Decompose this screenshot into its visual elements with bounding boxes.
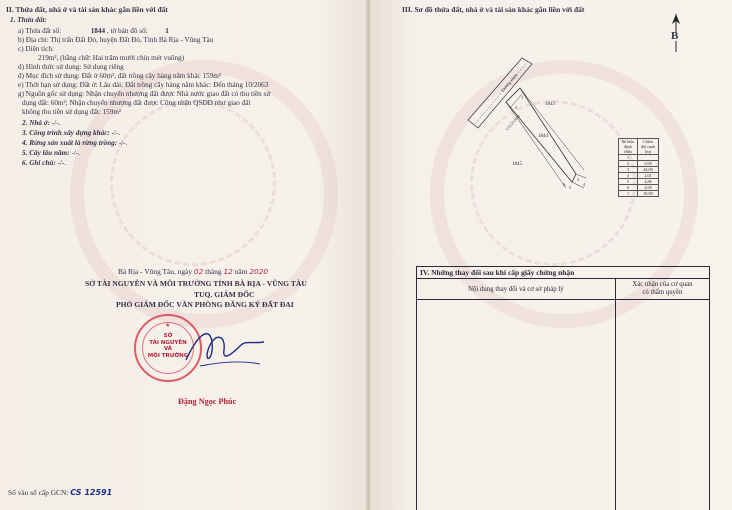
table-cell: 44,90 (638, 167, 659, 173)
stamp-text-bot: MÔI TRƯỜNG (147, 352, 189, 359)
table-header: Chiều dài cạnh (m) (638, 139, 659, 155)
parcel-number: 1844 (90, 27, 106, 35)
parcel-label: a) Thửa đất số: (18, 27, 62, 35)
vertex-label: 1 (521, 95, 524, 100)
issue-date: Bà Rịa - Vũng Tàu, ngày 02 tháng 12 năm 2020 (118, 267, 269, 276)
usage-form-line: d) Hình thức sử dụng: Sử dụng riêng (18, 63, 124, 71)
registration-value: CS 12591 (70, 488, 113, 497)
table-cell: 39,90 (638, 191, 659, 197)
signature (180, 320, 270, 380)
note-line: 6. Ghi chú: -/-. (22, 159, 67, 167)
road-label: Đường nhựa (500, 72, 519, 93)
vertex-label: 6 (563, 182, 566, 187)
vertex-label: 4 (583, 182, 586, 187)
date-day: 02 (193, 267, 204, 276)
registration-number: Số vào sổ cấp GCN: CS 12591 (8, 488, 113, 497)
watermark-ring (110, 100, 276, 266)
changes-table (416, 266, 710, 510)
changes-title: IV. Những thay đổi sau khi cấp giấy chứng nhận (417, 267, 710, 279)
parcel-neighbor-b: 1845 (512, 162, 522, 167)
area-label: c) Diện tích: (18, 45, 54, 53)
sheet-label: , tờ bản đồ số: (106, 27, 148, 35)
usage-purpose-line: đ) Mục đích sử dụng: Đất ở 60m², đất trồng cây hàng năm khác 159m² (18, 72, 222, 80)
table-cell: 6 (619, 185, 638, 191)
changes-col-confirm: Xác nhận của cơ quan có thẩm quyền (615, 279, 709, 300)
parcel-diagram (458, 50, 628, 200)
table-cell: 2 (619, 161, 638, 167)
section-title: III. Sơ đồ thửa đất, nhà ở và tài sản khác gắn liền với đất (402, 5, 585, 14)
vertex-label: 2 (515, 105, 518, 110)
house-line: 2. Nhà ở: -/-. (22, 119, 61, 127)
date-month: 12 (223, 267, 233, 276)
table-cell: 5 (619, 179, 638, 185)
parcel-neighbor-a: 1843 (545, 102, 555, 107)
address-line: b) Địa chỉ: Thị trấn Đất Đỏ, huyện Đất Đỏ, Tỉnh Bà Rịa - Vũng Tàu (18, 36, 214, 44)
vertex-length-table (618, 138, 659, 197)
official-stamp: SỞ TÀI NGUYÊN VÀ MÔI TRƯỜNG ★ (134, 314, 202, 382)
table-cell: 4 (619, 173, 638, 179)
table-cell: 1 (619, 155, 638, 161)
vertex-label: 5 (569, 185, 572, 190)
table-cell: 2,01 (638, 173, 659, 179)
sheet-number: 1 (165, 27, 169, 35)
stamp-text-mid2: VÀ (163, 346, 173, 352)
table-cell: 5,00 (638, 161, 659, 167)
road-width-label: LG(10,6m) (504, 113, 521, 132)
area-value: 219m², (bằng chữ: Hai trăm mười chín mét vuông) (38, 54, 185, 62)
perennial-line: 5. Cây lâu năm: -/-. (22, 149, 80, 157)
parcel-own-number: 1844 (538, 134, 548, 139)
forest-line: 4. Rừng sản xuất là rừng trồng: -/-. (22, 139, 128, 147)
usage-term-line: e) Thời hạn sử dụng: Đất ở: Lâu dài; Đất trồng cây hàng năm khác: Đến tháng 10/2063 (18, 81, 269, 89)
north-label: B (671, 30, 679, 42)
stamp-text-mid: TÀI NGUYÊN (149, 339, 187, 346)
table-header: Số hiệu đỉnh thửa (619, 139, 638, 155)
authority-delegation: TUQ. GIÁM ĐỐC (194, 290, 255, 299)
table-cell: 4,86 (638, 179, 659, 185)
right-page (370, 0, 732, 510)
table-cell: 1 (619, 191, 638, 197)
construction-line: 3. Công trình xây dựng khác: -/-. (22, 129, 121, 137)
table-cell: 3 (619, 167, 638, 173)
changes-col-content: Nội dung thay đổi và cơ sở pháp lý (417, 279, 616, 300)
changes-confirm-cell (615, 300, 709, 510)
section-title: II. Thửa đất, nhà ở và tài sản khác gắn liền với đất (6, 5, 168, 14)
authority-name: SỞ TÀI NGUYÊN VÀ MÔI TRƯỜNG TỈNH BÀ RỊA - VŨNG TÀU (85, 279, 307, 288)
parcel-line (18, 27, 169, 36)
signer-name: Đặng Ngọc Phúc (178, 397, 237, 406)
origin-line-1: g) Nguồn gốc sử dụng: Nhận chuyển nhượng đất được Nhà nước giao đất có thu tiền sử (18, 90, 271, 98)
changes-content-cell (417, 300, 616, 510)
date-year: 2020 (249, 267, 269, 276)
item1-label: 1. Thửa đất: (10, 16, 47, 24)
signer-title: PHÓ GIÁM ĐỐC VĂN PHÒNG ĐĂNG KÝ ĐẤT ĐAI (116, 300, 294, 309)
origin-line-2: dụng đất: 60m²; Nhận chuyển nhượng đất được Công nhận QSDĐ như giao đất (22, 99, 251, 107)
origin-line-3: không thu tiền sử dụng đất: 159m² (22, 108, 122, 116)
table-cell: 2,00 (638, 185, 659, 191)
stamp-text-top: SỞ (163, 333, 173, 339)
vertex-label: 3 (577, 177, 580, 182)
